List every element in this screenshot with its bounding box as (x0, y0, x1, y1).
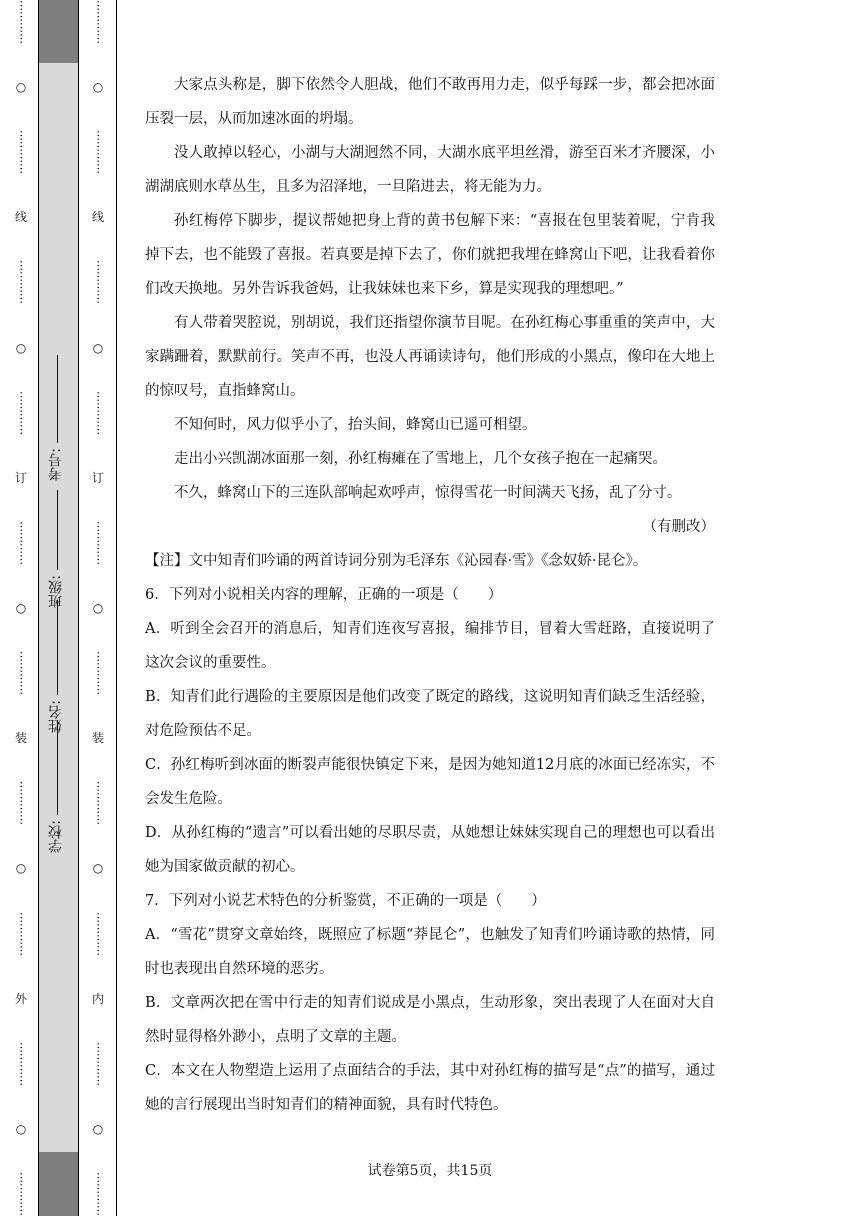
seal-mark-ding: 订 (91, 470, 104, 485)
question-option[interactable]: B．文章两次把在雪中行走的知青们说成是小黑点，生动形象，突出表现了人在面对大自然时显得格外渺小，点明了文章的主题。 (145, 995, 715, 1045)
seal-circle: ○ (92, 861, 104, 876)
question-option[interactable]: C．本文在人物塑造上运用了点面结合的手法，其中对孙红梅的描写是“点”的描写，通过她的言行展现出当时知青们的精神面貌，具有时代特色。 (145, 1063, 715, 1113)
class-label: 班级: (48, 575, 64, 608)
outer-seal-column: ⋯⋯⋯⋯ ○ ⋯⋯⋯⋯ 线 ⋯⋯⋯⋯ ○ ⋯⋯⋯⋯ 订 ⋯⋯⋯⋯ ○ ⋯⋯⋯⋯ 装 ⋯⋯⋯⋯ ○ ⋯⋯⋯⋯ 外 ⋯⋯⋯⋯ ○ ⋯⋯⋯⋯ (14, 0, 28, 1216)
seal-circle: ○ (92, 1121, 104, 1136)
seal-circle: ○ (92, 340, 104, 355)
seal-circle: ○ (15, 861, 27, 876)
cut-line (116, 0, 117, 1216)
question-option[interactable]: A．听到全会召开的消息后，知青们连夜写喜报，编排节目，冒着大雪赶路，直接说明了这次会议的重要性。 (145, 621, 715, 671)
source-note: （有删改） (642, 519, 715, 535)
page-footer: 试卷第5页，共15页 (367, 1163, 493, 1179)
seal-circle: ○ (15, 1121, 27, 1136)
question-option[interactable]: A．“雪花”贯穿文章始终，既照应了标题“莽昆仑”，也触发了知青们吟诵诗歌的热情，同时也表现出自然环境的恶劣。 (145, 927, 715, 977)
seal-mark-zhuang: 装 (91, 731, 104, 746)
question-option[interactable]: C．孙红梅听到冰面的断裂声能很快镇定下来，是因为她知道12月底的冰面已经冻实，不会发生危险。 (145, 757, 715, 807)
body-paragraph: 不久，蜂窝山下的三连队部响起欢呼声，惊得雪花一时间满天飞扬，乱了分寸。 (174, 485, 682, 501)
page-content (145, 68, 715, 1122)
body-paragraph: 走出小兴凯湖冰面那一刻，孙红梅瘫在了雪地上，几个女孩子抱在一起痛哭。 (174, 451, 667, 467)
seal-mark-wai: 外 (14, 991, 27, 1006)
body-paragraph: 没人敢掉以轻心，小湖与大湖迥然不同，大湖水底平坦丝滑，游至百米才齐腰深，小湖湖底则水草丛生，且多为沼泽地，一旦陷进去，将无能为力。 (145, 145, 715, 195)
exam-no-label: 考号: (48, 448, 64, 481)
student-info-fields (40, 0, 76, 1216)
body-paragraph: 不知何时，风力似乎小了，抬头间，蜂窝山已遥可相望。 (174, 417, 537, 433)
inner-seal-column: ⋯⋯⋯⋯ ○ ⋯⋯⋯⋯ 线 ⋯⋯⋯⋯ ○ ⋯⋯⋯⋯ 订 ⋯⋯⋯⋯ ○ ⋯⋯⋯⋯ 装 ⋯⋯⋯⋯ ○ ⋯⋯⋯⋯ 内 ⋯⋯⋯⋯ ○ ⋯⋯⋯⋯ (91, 0, 105, 1216)
question-option[interactable]: D．从孙红梅的“遗言”可以看出她的尽职尽责，从她想让妹妹实现自己的理想也可以看出她为国家做贡献的初心。 (145, 825, 715, 875)
question-option[interactable]: B．知青们此行遇险的主要原因是他们改变了既定的路线，这说明知青们缺乏生活经验，对危险预估不足。 (145, 689, 715, 739)
seal-mark-zhuang: 装 (14, 731, 27, 746)
body-paragraph: 大家点头称是，脚下依然令人胆战，他们不敢再用力走，似乎每踩一步，都会把冰面压裂一层，从而加速冰面的坍塌。 (145, 77, 715, 127)
annotation-note: 【注】文中知青们吟诵的两首诗词分别为毛泽东《沁园春·雪》《念奴娇·昆仑》。 (145, 553, 648, 569)
binding-border-left (38, 0, 39, 1216)
seal-mark-nei: 内 (91, 991, 104, 1006)
school-label: 学校: (48, 820, 64, 853)
seal-circle: ○ (15, 340, 27, 355)
question-stem: 6．下列对小说相关内容的理解，正确的一项是（ ） (145, 587, 503, 603)
seal-circle: ○ (92, 80, 104, 95)
seal-mark-line: 线 (91, 210, 104, 225)
seal-circle: ○ (15, 600, 27, 615)
name-label: 姓名: (48, 700, 64, 733)
seal-mark-line: 线 (14, 210, 27, 225)
body-paragraph: 有人带着哭腔说，别胡说，我们还指望你演节目呢。在孙红梅心事重重的笑声中，大家蹒跚着，默默前行。笑声不再，也没人再诵读诗句，他们形成的小黑点，像印在大地上的惊叹号，直指蜂窝山。 (145, 315, 715, 399)
body-paragraph: 孙红梅停下脚步，提议帮她把身上背的黄书包解下来：“喜报在包里装着呢，宁肯我掉下去，也不能毁了喜报。若真要是掉下去了，你们就把我埋在蜂窝山下吧，让我看着你们改天换地。另外告诉我爸妈，让我妹妹也来下乡，算是实现我的理想吧。” (145, 213, 715, 297)
name-blank[interactable] (57, 600, 58, 695)
seal-mark-ding: 订 (14, 470, 27, 485)
seal-circle: ○ (92, 600, 104, 615)
class-blank[interactable] (57, 490, 58, 570)
binding-border-right (78, 0, 79, 1216)
question-stem: 7．下列对小说艺术特色的分析鉴赏，不正确的一项是（ ） (145, 893, 546, 909)
seal-circle: ○ (15, 80, 27, 95)
school-blank[interactable] (57, 720, 58, 815)
exam-no-blank[interactable] (57, 355, 58, 443)
